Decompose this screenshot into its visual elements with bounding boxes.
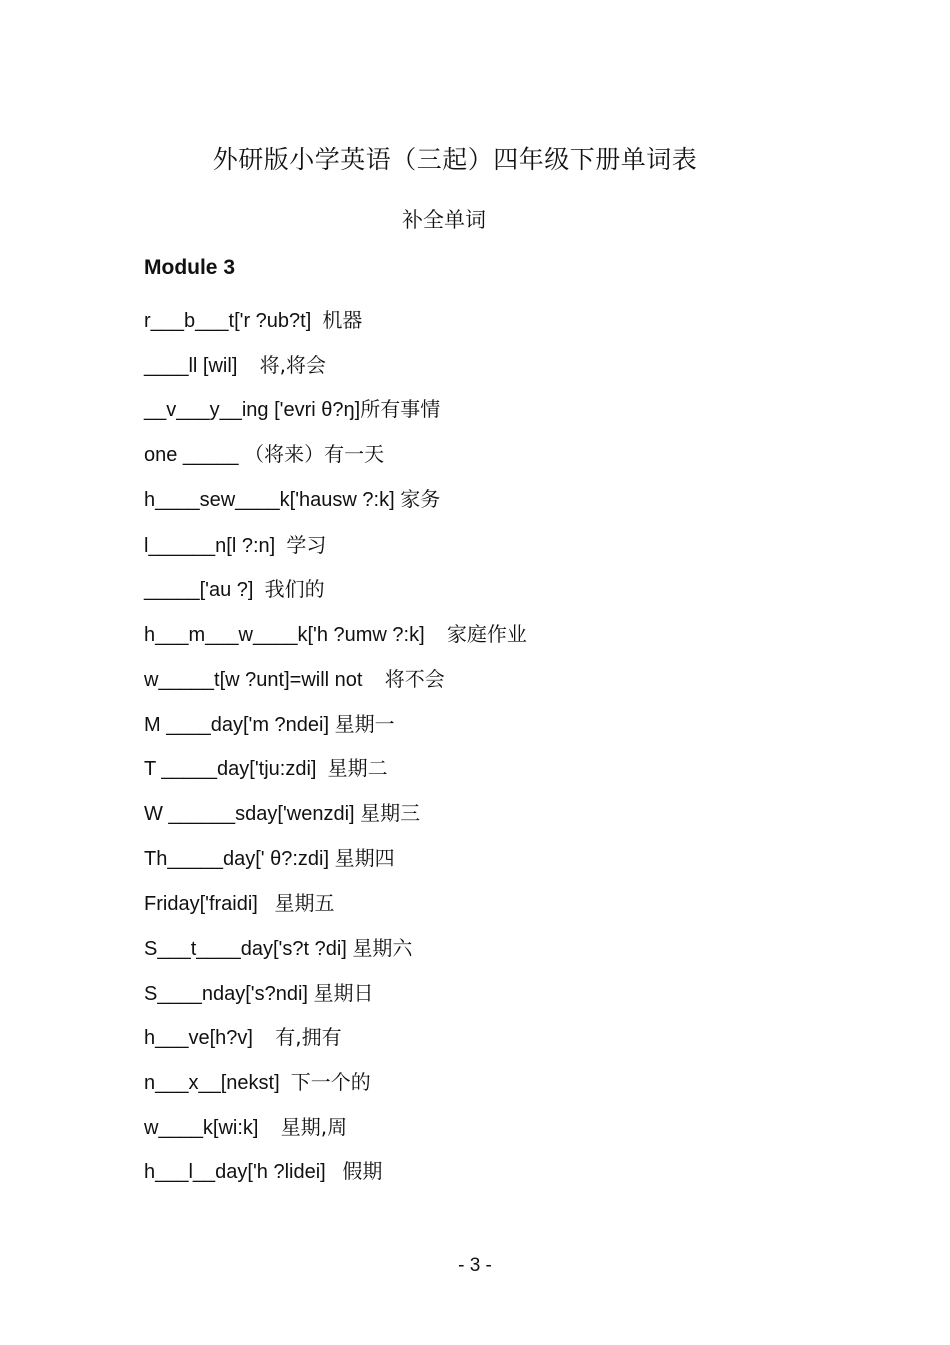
vocab-entry (144, 1114, 347, 1141)
entry-chinese: 将,将会 (259, 353, 326, 377)
vocab-entry (144, 307, 362, 334)
entry-english: Friday['fraidi] (144, 893, 258, 915)
vocab-entry (144, 1158, 382, 1185)
entry-english: S___t____day['s?t ?di] (144, 938, 347, 960)
entry-english: w____k[wi:k] (144, 1117, 259, 1139)
entry-english: l______n[l ?:n] (144, 535, 276, 557)
entry-english: Th_____day[' θ?:zdi] (144, 848, 330, 870)
entry-english: h___l__day['h ?lidei] (144, 1161, 326, 1183)
entry-english: M ____day['m ?ndei] (144, 714, 330, 736)
vocab-entry (144, 621, 527, 648)
entry-chinese: 星期三 (360, 801, 421, 825)
vocab-entry (144, 486, 440, 513)
entry-english: w_____t[w ?unt]=will not (144, 669, 363, 691)
entry-chinese: 我们的 (264, 577, 325, 601)
subtitle: 补全单词 (402, 208, 486, 232)
vocab-entry (144, 1069, 371, 1096)
vocab-entry (144, 935, 412, 962)
entry-chinese: 星期日 (313, 981, 374, 1005)
entry-english: h____sew____k['hausw ?:k] (144, 489, 395, 511)
document-title: 外研版小学英语（三起）四年级下册单词表 (212, 145, 698, 174)
vocab-entry (144, 711, 395, 738)
vocab-entry (144, 800, 420, 827)
entry-chinese: 星期一 (334, 712, 395, 736)
entry-chinese: 假期 (342, 1159, 383, 1183)
entry-chinese: 星期四 (334, 846, 395, 870)
entry-chinese: 下一个的 (290, 1070, 371, 1094)
entry-chinese: 学习 (286, 533, 327, 557)
module-heading: Module 3 (144, 256, 236, 279)
vocab-entry (144, 576, 325, 603)
entry-chinese: （将来）有一天 (244, 442, 385, 466)
entry-chinese: 机器 (322, 308, 363, 332)
vocab-entry (144, 1024, 342, 1051)
vocab-entry (144, 396, 440, 423)
entry-chinese: 所有事情 (360, 397, 441, 421)
entry-chinese: 星期二 (327, 756, 388, 780)
entry-english: n___x__[nekst] (144, 1072, 280, 1094)
entry-english: _____['au ?] (144, 579, 254, 601)
entry-chinese: 家庭作业 (446, 622, 527, 646)
entry-english: __v___y__ing ['evri θ?ŋ] (144, 399, 361, 421)
entry-english: h___m___w____k['h ?umw ?:k] (144, 624, 425, 646)
vocab-entry (144, 441, 384, 468)
entry-english: ____ll [wil] (144, 355, 238, 377)
vocab-entry (144, 666, 445, 693)
entry-english: S____nday['s?ndi] (144, 983, 308, 1005)
entry-chinese: 将不会 (384, 667, 445, 691)
entry-english: W ______sday['wenzdi] (144, 803, 355, 825)
entry-chinese: 星期六 (352, 936, 413, 960)
entry-chinese: 有,拥有 (275, 1025, 342, 1049)
vocab-entry (144, 845, 395, 872)
vocab-entry (144, 890, 335, 917)
vocab-entry (144, 532, 326, 559)
entry-chinese: 星期,周 (280, 1115, 348, 1139)
entry-chinese: 星期五 (274, 891, 335, 915)
entry-english: T _____day['tju:zdi] (144, 758, 317, 780)
vocab-entry (144, 755, 388, 782)
entry-english: h___ve[h?v] (144, 1027, 253, 1049)
entry-english: r___b___t['r ?ub?t] (144, 310, 312, 332)
vocab-entry (144, 980, 374, 1007)
entry-english: one _____ (144, 444, 239, 466)
entry-chinese: 家务 (400, 487, 441, 511)
vocab-entry (144, 352, 326, 379)
page-number: - 3 - (458, 1255, 492, 1276)
